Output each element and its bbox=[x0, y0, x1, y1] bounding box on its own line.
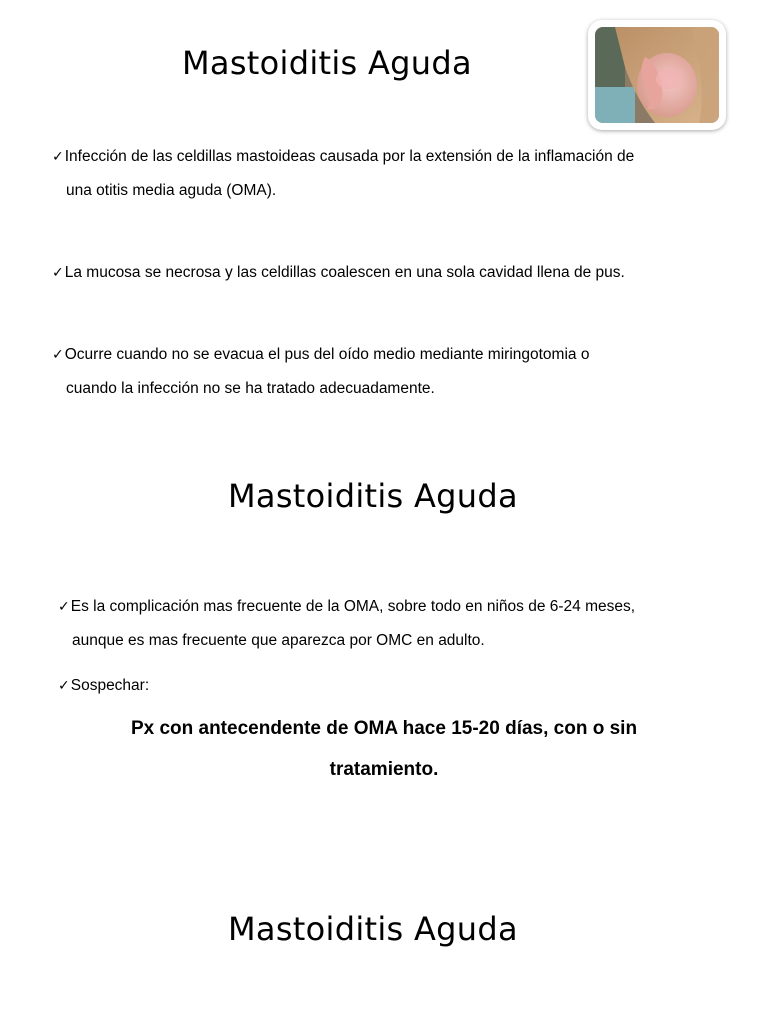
bullet-text: Es la complicación mas frecuente de la OMA, sobre todo en niños de 6-24 meses, bbox=[70, 598, 636, 615]
bullet-text: La mucosa se necrosa y las celdillas coalescen en una sola cavidad llena de pus. bbox=[64, 264, 625, 281]
section-title: Mastoiditis Aguda bbox=[228, 910, 518, 948]
bullet-text: Ocurre cuando no se evacua el pus del oído medio mediante miringotomia o bbox=[64, 346, 590, 363]
page-title: Mastoiditis Aguda bbox=[182, 44, 472, 82]
bullet-text: aunque es mas frecuente que aparezca por OMC en adulto. bbox=[72, 632, 485, 649]
bullet-text: una otitis media aguda (OMA). bbox=[66, 182, 277, 199]
check-icon: ✓ bbox=[58, 678, 70, 694]
bullet-infeccion bbox=[52, 140, 712, 208]
check-icon: ✓ bbox=[52, 347, 64, 363]
check-icon: ✓ bbox=[52, 149, 64, 165]
emphasis-text: Px con antecendente de OMA hace 15-20 días, con o sin bbox=[130, 718, 638, 739]
bullet-text: Sospechar: bbox=[70, 677, 150, 694]
check-icon: ✓ bbox=[58, 599, 70, 615]
bullet-complicacion bbox=[58, 590, 748, 658]
bullet-text: Infección de las celdillas mastoideas causada por la extensión de la inflamación de bbox=[64, 148, 635, 165]
bullet-text: cuando la infección no se ha tratado adecuadamente. bbox=[66, 380, 435, 397]
ear-photo-frame bbox=[588, 20, 726, 130]
bullet-sospechar bbox=[58, 669, 718, 703]
check-icon: ✓ bbox=[52, 265, 64, 281]
emphasis-text: tratamiento. bbox=[329, 759, 439, 780]
bullet-ocurre bbox=[52, 338, 712, 406]
ear-photo bbox=[595, 27, 719, 123]
bullet-mucosa bbox=[52, 256, 712, 290]
section-title: Mastoiditis Aguda bbox=[228, 477, 518, 515]
